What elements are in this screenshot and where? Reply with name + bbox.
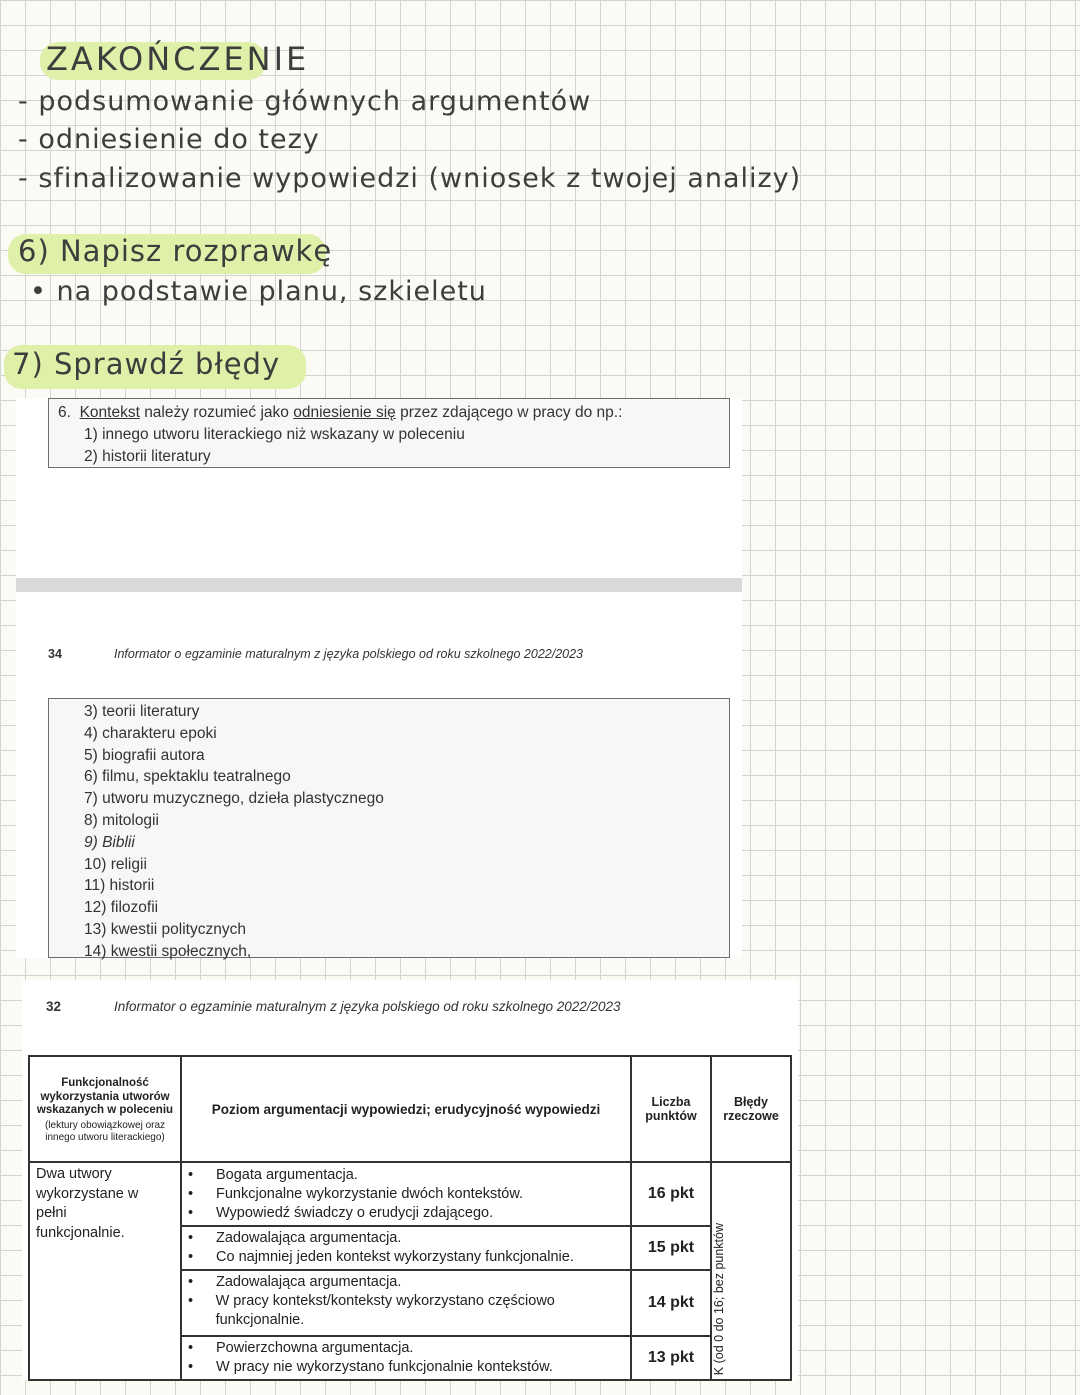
criteria-bullet — [182, 1273, 630, 1292]
criteria-bullet — [182, 1229, 630, 1248]
excerpt1-item: 1) innego utworu literackiego niż wskazany w poleceniu — [84, 426, 465, 443]
excerpt2-list — [84, 701, 384, 963]
context-list-item: 9) Biblii — [84, 833, 135, 851]
bullet-icon: • — [188, 1358, 194, 1375]
criteria-bullet — [182, 1166, 630, 1185]
criteria-text: Zadowalająca argumentacja. — [216, 1274, 402, 1290]
criteria-text: Co najmniej jeden kontekst wykorzystany funkcjonalnie. — [216, 1248, 574, 1265]
page-header: Informator o egzaminie maturalnym z języka polskiego od roku szkolnego 2022/2023 — [114, 647, 584, 661]
context-list-item: 14) kwestii społecznych, — [84, 942, 252, 960]
col1-head-text: Funkcjonalność wykorzystania utworów wskazanych w poleceniu — [36, 1076, 174, 1117]
col4-head-text: Błędy rzeczowe — [723, 1095, 779, 1123]
col-header-errors — [711, 1056, 791, 1162]
criteria-text: Wypowiedź świadczy o erudycji zdającego. — [216, 1204, 494, 1221]
item-number: 6. — [58, 404, 71, 421]
points-cell: 13 pkt — [631, 1336, 711, 1380]
step6-heading: 6) Napisz rozprawkę — [18, 234, 333, 268]
context-list-item: 10) religii — [84, 855, 147, 873]
criteria-bullet — [182, 1185, 630, 1204]
page-header: Informator o egzaminie maturalnym z języka polskiego od roku szkolnego 2022/2023 — [114, 999, 621, 1014]
criteria-bullet — [182, 1248, 630, 1267]
criteria-cell — [181, 1226, 631, 1270]
notes-title: ZAKOŃCZENIE — [46, 40, 310, 78]
table-row — [29, 1162, 791, 1226]
criteria-bullet — [182, 1358, 630, 1377]
context-list-item: 7) utworu muzycznego, dzieła plastycznego — [84, 790, 384, 808]
word-odniesienie: odniesienie się — [293, 404, 396, 421]
criteria-text: W pracy kontekst/konteksty wykorzystano częściowo funkcjonalnie. — [215, 1292, 555, 1328]
bullet-icon: • — [188, 1204, 194, 1221]
context-list-item: 6) filmu, spektaklu teatralnego — [84, 768, 291, 786]
criteria-text: Funkcjonalne wykorzystanie dwóch kontekstów. — [216, 1185, 524, 1202]
word-kontekst: Kontekst — [79, 404, 140, 421]
context-list-item: 5) biografii autora — [84, 746, 205, 764]
step6-sub: • na podstawie planu, szkieletu — [30, 276, 487, 307]
col1-sub-text: (lektury obowiązkowej oraz innego utworu literackiego) — [44, 1120, 166, 1143]
first-cell-text: Dwa utwory wykorzystane w pełni funkcjonalnie. — [36, 1166, 139, 1241]
text-part-2: przez zdającego w pracy do np.: — [400, 404, 623, 421]
excerpt1-item: 2) historii literatury — [84, 448, 211, 465]
col-header-points — [631, 1056, 711, 1162]
bullet-icon: • — [188, 1185, 194, 1202]
bullet-icon: • — [188, 1230, 194, 1246]
points-cell: 16 pkt — [631, 1162, 711, 1226]
criteria-text: W pracy nie wykorzystano funkcjonalnie kontekstów. — [216, 1358, 553, 1375]
text-part-1: należy rozumieć jako — [144, 404, 289, 421]
criteria-text: Powierzchowna argumentacja. — [216, 1340, 414, 1356]
page-number: 32 — [46, 999, 62, 1014]
note-bullet-1: - podsumowanie głównych argumentów — [18, 86, 592, 117]
step7-heading: 7) Sprawdź błędy — [12, 347, 281, 381]
bullet-icon: • — [188, 1274, 194, 1290]
first-cell — [29, 1162, 181, 1380]
criteria-cell — [181, 1162, 631, 1226]
scoring-table — [28, 1055, 792, 1381]
criteria-text: Bogata argumentacja. — [216, 1167, 358, 1183]
col2-head-text: Poziom argumentacji wypowiedzi; erudycyjność wypowiedzi — [211, 1101, 601, 1117]
criteria-bullet — [182, 1339, 630, 1358]
criteria-bullet — [182, 1204, 630, 1223]
table-header-row — [29, 1056, 791, 1162]
col-header-function — [29, 1056, 181, 1162]
page-separator — [16, 578, 742, 592]
excerpt1-line — [58, 404, 622, 422]
bullet-icon: • — [188, 1292, 194, 1309]
col-header-argumentation — [181, 1056, 631, 1162]
note-bullet-3: - sfinalizowanie wypowiedzi (wniosek z twojej analizy) — [18, 163, 802, 194]
context-list-item: 3) teorii literatury — [84, 703, 200, 720]
criteria-cell — [181, 1270, 631, 1336]
col3-head-text: Liczba punktów — [645, 1095, 697, 1123]
note-bullet-2: - odniesienie do tezy — [18, 124, 320, 155]
bullet-icon: • — [188, 1167, 194, 1183]
criteria-cell — [181, 1336, 631, 1380]
context-list-item: 11) historii — [84, 877, 155, 895]
page-number: 34 — [48, 647, 62, 661]
bullet-icon: • — [188, 1340, 194, 1356]
context-list-item: 8) mitologii — [84, 811, 159, 829]
points-cell: 14 pkt — [631, 1270, 711, 1336]
side-text: K (od 0 do 16; bez punktów — [712, 1222, 726, 1375]
context-list-item: 13) kwestii politycznych — [84, 920, 246, 938]
context-list-item: 12) filozofii — [84, 899, 159, 917]
criteria-bullet — [182, 1292, 630, 1330]
criteria-text: Zadowalająca argumentacja. — [216, 1230, 402, 1246]
bullet-icon: • — [188, 1248, 194, 1265]
points-cell: 15 pkt — [631, 1226, 711, 1270]
errors-cell — [711, 1162, 791, 1380]
context-list-item: 4) charakteru epoki — [84, 724, 217, 742]
